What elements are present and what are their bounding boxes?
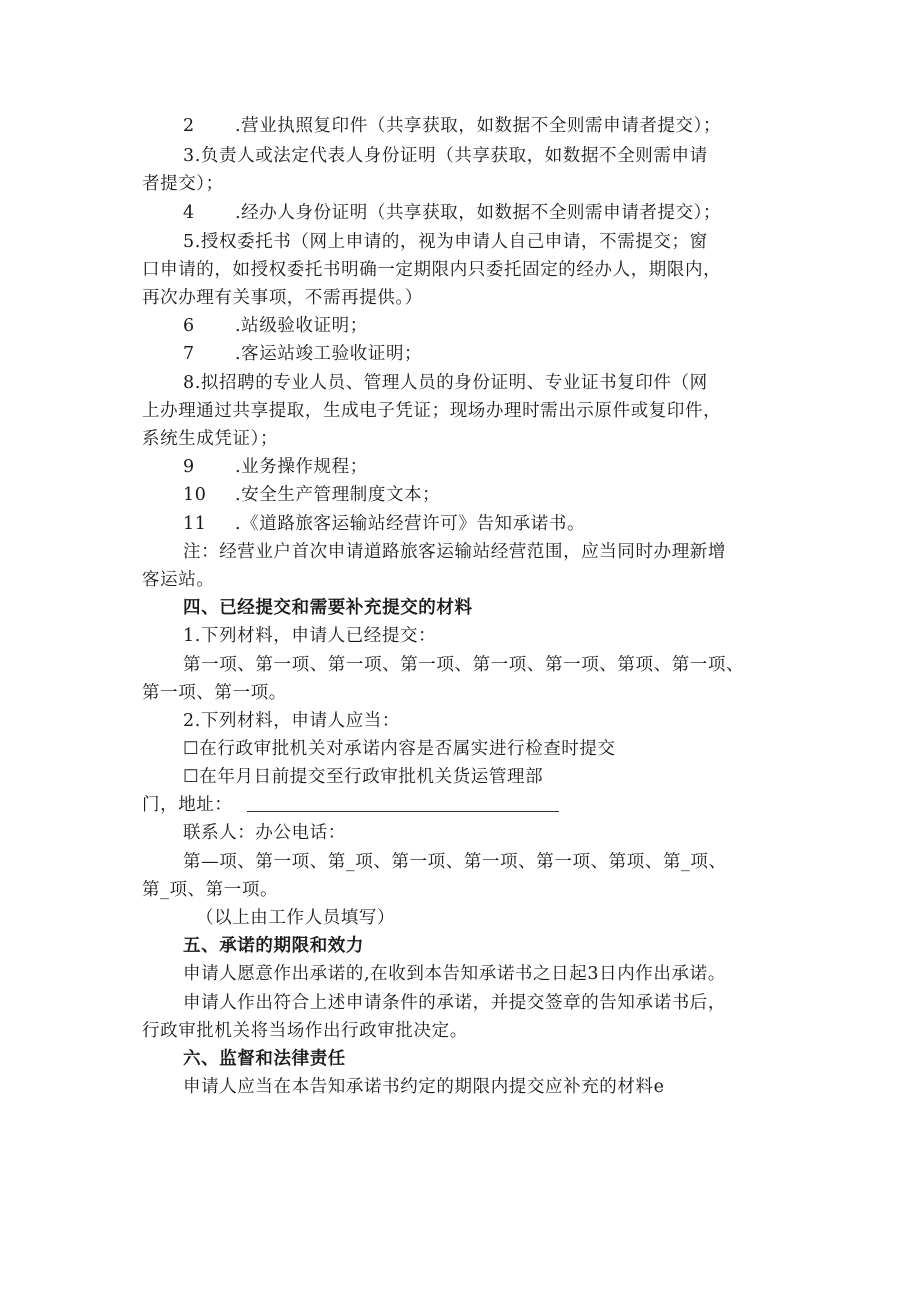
- section5-p2-line1: 申请人作出符合上述申请条件的承诺，并提交签章的告知承诺书后，: [183, 993, 726, 1013]
- required-items-line2: 第_项、第一项。: [142, 880, 279, 900]
- item-6: 6 .站级验收证明；: [183, 316, 368, 336]
- item-8-line1: 8.拟招聘的专业人员、管理人员的身份证明、专业证书复印件（网: [183, 373, 708, 393]
- section5-p2-line2: 行政审批机关将当场作出行政审批决定。: [142, 1021, 468, 1041]
- item-11: 11 .《道路旅客运输站经营许可》告知承诺书。: [183, 514, 586, 534]
- item-7: 7 .客运站竣工验收证明；: [183, 344, 423, 364]
- option-deadline: ☐在年月日前提交至行政审批机关货运管理部: [183, 767, 544, 787]
- item-4: 4 .经办人身份证明（共享获取，如数据不全则需申请者提交）；: [183, 203, 722, 223]
- item-8-line2: 上办理通过共享提取，生成电子凭证；现场办理时需出示原件或复印件，: [142, 401, 722, 421]
- item-8-line3: 系统生成凭证）；: [142, 429, 279, 449]
- address-line: 门，地址：: [142, 792, 559, 818]
- section4-sub2: 2.下列材料，申请人应当：: [183, 711, 400, 731]
- section4-sub1: 1.下列材料，申请人已经提交：: [183, 626, 437, 646]
- option-inspection: ☐在行政审批机关对承诺内容是否属实进行检查时提交: [183, 739, 616, 759]
- staff-note: （以上由工作人员填写）: [196, 908, 396, 928]
- note-line2: 客运站。: [142, 570, 215, 590]
- item-2: 2 .营业执照复印件（共享获取，如数据不全则需申请者提交）；: [183, 116, 722, 136]
- required-items-line1: 第—项、第一项、第_项、第一项、第一项、第一项、第项、第_项、: [183, 852, 727, 872]
- item-3-line1: 3.负责人或法定代表人身份证明（共享获取，如数据不全则需申请: [183, 146, 708, 166]
- checkbox-icon[interactable]: ☐: [183, 767, 200, 787]
- submitted-items-line1: 第一项、第一项、第一项、第一项、第一项、第一项、第项、第一项、: [183, 655, 745, 675]
- item-10: 10 .安全生产管理制度文本；: [183, 485, 441, 505]
- checkbox-icon[interactable]: ☐: [183, 739, 200, 759]
- section5-p1: 申请人愿意作出承诺的,在收到本告知承诺书之日起3日内作出承诺。: [183, 964, 726, 984]
- contact-line: 联系人：办公电话：: [183, 823, 346, 843]
- item-3-line2: 者提交）；: [142, 174, 224, 194]
- section5-heading: 五、承诺的期限和效力: [183, 936, 364, 956]
- item-5-line3: 再次办理有关事项，不需再提供。）: [142, 288, 423, 308]
- section6-p1: 申请人应当在本告知承诺书约定的期限内提交应补充的材料e: [183, 1077, 665, 1097]
- note-line1: 注：经营业户首次申请道路旅客运输站经营范围，应当同时办理新增: [183, 542, 726, 562]
- item-5-line2: 口申请的，如授权委托书明确一定期限内只委托固定的经办人，期限内，: [142, 260, 722, 280]
- item-5-line1: 5.授权委托书（网上申请的，视为申请人自己申请，不需提交；窗: [183, 232, 708, 252]
- address-blank[interactable]: [247, 795, 559, 812]
- item-9: 9 .业务操作规程；: [183, 457, 368, 477]
- section6-heading: 六、监督和法律责任: [183, 1049, 346, 1069]
- submitted-items-line2: 第一项、第一项。: [142, 683, 287, 703]
- section4-heading: 四、已经提交和需要补充提交的材料: [183, 598, 473, 618]
